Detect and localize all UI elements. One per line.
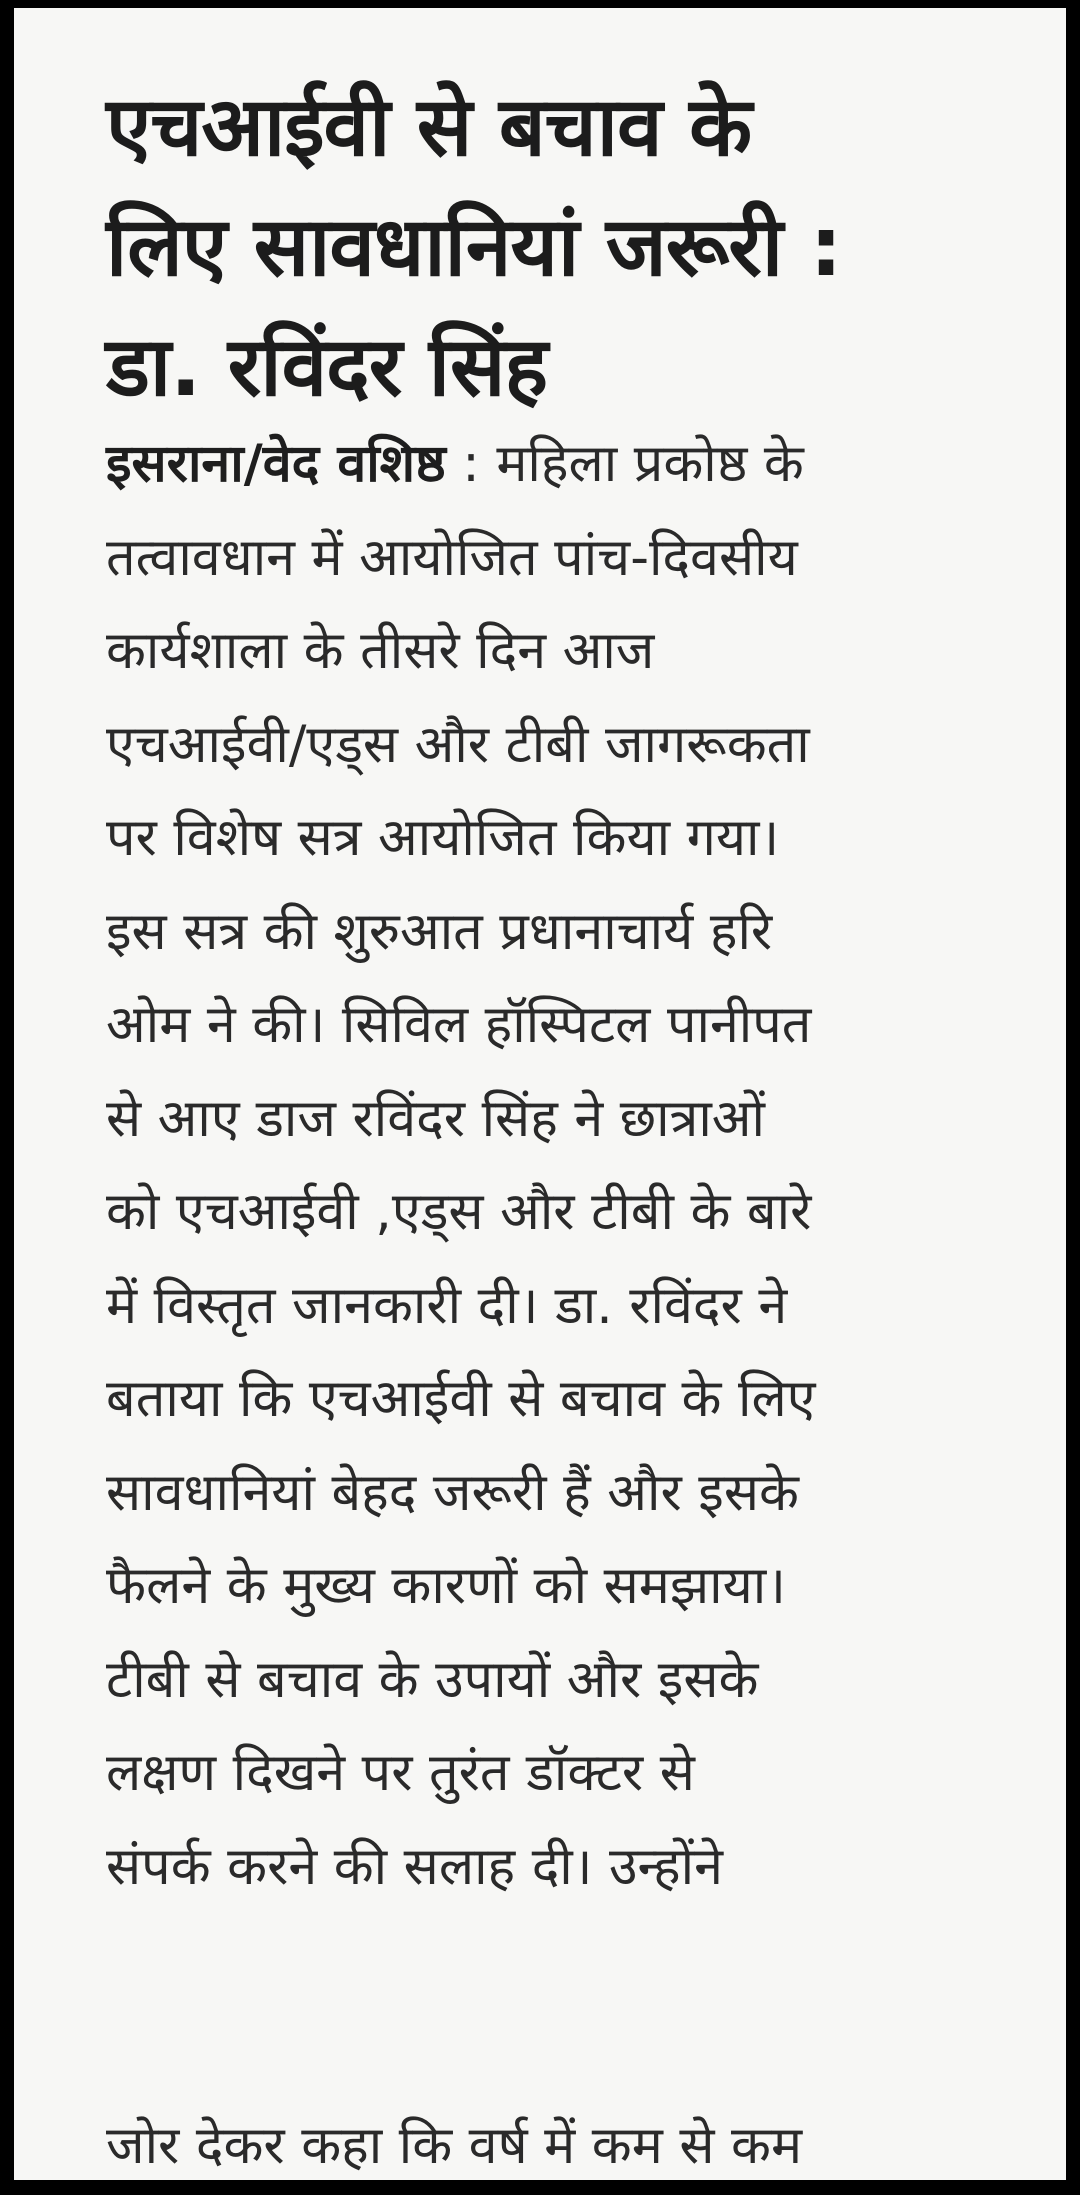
body-line: सावधानियां बेहद जरूरी हैं और इसके [106,1462,799,1523]
truncated-body-line: जोर देकर कहा कि वर्ष में कम से कम [106,2116,803,2176]
body-line: तत्वावधान में आयोजित पांच-दिवसीय [106,527,798,588]
bottom-edge [0,2180,1080,2195]
body-line: संपर्क करने की सलाह दी। उन्होंने [106,1836,723,1897]
body-line: कार्यशाला के तीसरे दिन आज [106,621,655,681]
body-first-line [106,418,1046,512]
dateline: इसराना/वेद वशिष्ठ [106,434,446,494]
body-line: में विस्तृत जानकारी दी। डा. रविंदर ने [106,1275,788,1336]
newspaper-clipping [14,8,1066,2180]
body-line: इस सत्र की शुरुआत प्रधानाचार्य हरि [106,901,773,962]
body-line: को एचआईवी ,एड्स और टीबी के बारे [106,1182,812,1242]
body-line: एचआईवी/एड्स और टीबी जागरूकता [106,714,810,775]
headline-line-1: एचआईवी से बचाव के [106,80,752,175]
body-line: से आए डाज रविंदर सिंह ने छात्राओं [106,1088,765,1149]
headline-line-3: डा. रविंदर सिंह [106,320,548,415]
body-line: लक्षण दिखने पर तुरंत डॉक्टर से [106,1743,695,1803]
body-line: फैलने के मुख्य कारणों को समझाया। [106,1556,786,1616]
body-line: टीबी से बचाव के उपायों और इसके [106,1649,759,1710]
article-body [106,418,1046,1914]
body-line: बताया कि एचआईवी से बचाव के लिए [106,1369,816,1429]
body-line: पर विशेष सत्र आयोजित किया गया। [106,808,780,868]
headline-line-2: लिए सावधानियां जरूरी : [106,200,842,295]
article-headline [106,68,1046,428]
first-line-rest: : महिला प्रकोष्ठ के [445,434,804,494]
body-line: ओम ने की। सिविल हॉस्पिटल पानीपत [106,995,812,1055]
truncated-line-container [106,2100,1046,2180]
